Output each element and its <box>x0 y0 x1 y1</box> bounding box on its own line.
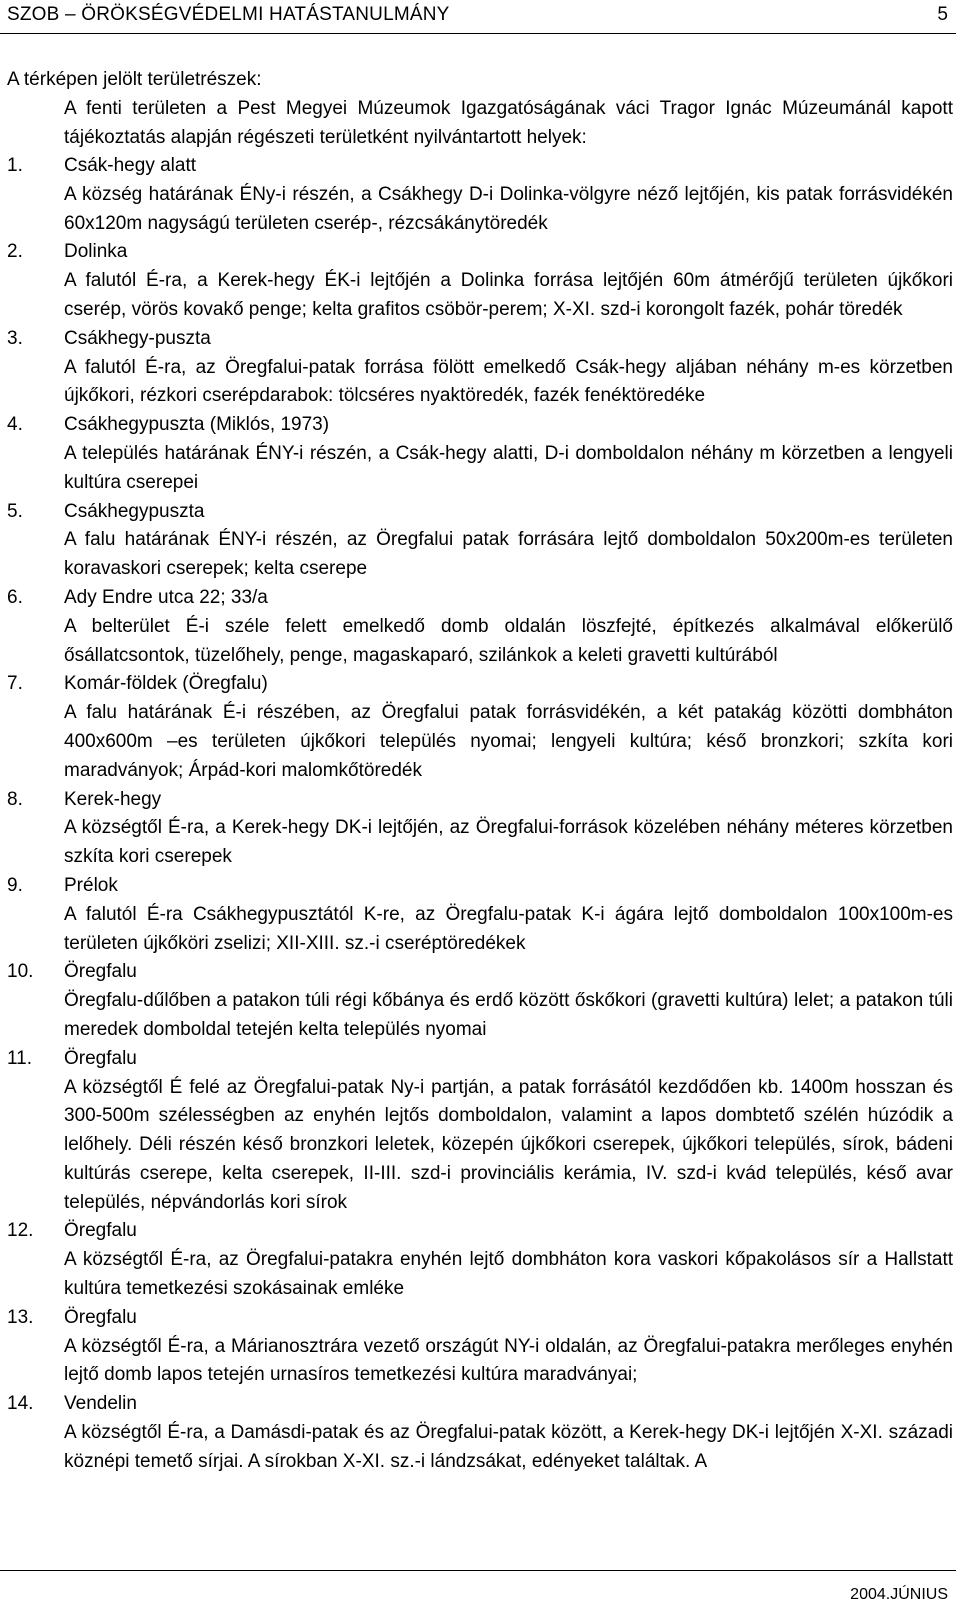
footer-date: 2004.JÚNIUS <box>850 1586 948 1603</box>
entry-title: Ady Endre utca 22; 33/a <box>64 586 268 608</box>
entry-number: 2. <box>7 241 23 263</box>
intro-heading: A térképen jelölt területrészek: <box>7 69 262 90</box>
list-item <box>7 411 953 497</box>
page-header <box>0 0 956 34</box>
list-item <box>7 872 953 958</box>
entry-number: 7. <box>7 673 23 695</box>
list-item <box>7 498 953 584</box>
entry-number: 8. <box>7 788 23 810</box>
entry-title: Vendelin <box>64 1393 137 1415</box>
entry-number: 12. <box>7 1220 34 1242</box>
list-item <box>7 152 953 238</box>
entry-description: A községtől É-ra, a Márianosztrára vezető országút NY-i oldalán, az Öregfalui-patakra merőleges enyhén lejtő domb lapos tetején urnasíros temetkezési kultúra maradványai; <box>64 1335 953 1386</box>
entry-description: A községtől É-ra, a Kerek-hegy DK-i lejtőjén, az Öregfalui-források közelében néhány méteres körzetben szkíta kori cserepek <box>64 817 953 868</box>
entry-description: A falu határának ÉNY-i részén, az Öregfalui patak forrására lejtő domboldalon 50x200m-es területen koravaskori cserepek; kelta cserepe <box>64 529 953 580</box>
entry-title: Dolinka <box>64 241 128 263</box>
list-item <box>7 670 953 785</box>
entry-title: Öregfalu <box>64 1047 137 1069</box>
entry-number: 6. <box>7 586 23 608</box>
entry-description: A falutól É-ra Csákhegypusztától K-re, az Öregfalu-patak K-i ágára lejtő domboldalon 100x100m-es területen újkőköri zselizi; XII-XIII. sz.-i cseréptöredékek <box>64 903 953 954</box>
list-item <box>7 958 953 1044</box>
entry-number: 10. <box>7 961 34 983</box>
entry-description: A községtől É-ra, a Damásdi-patak és az Öregfalui-patak között, a Kerek-hegy DK-i lejtőjén X-XI. századi köznépi temető sírjai. A sírokban X-XI. sz.-i lándzsákat, edényeket találtak. A <box>64 1422 953 1472</box>
entry-description: A községtől É felé az Öregfalui-patak Ny-i partján, a patak forrásától kezdődően kb. 1400m hosszan és 300-500m szélességben az enyhén lejtős domboldalon, valamint a lapos dombtető szélén húzódik a lelőhely. Déli részén késő bronzkori leletek, közepén újkőkori cserepek, újkőkori település, sírok, bádeni kultúrás cserepe, kelta cserepek, II-III. szd-i provinciális kerámia, IV. szd-i kvád település, késő avar település, népvándorlás kori sírok <box>64 1076 953 1213</box>
entry-title: Csák-hegy alatt <box>64 155 197 176</box>
list-item <box>7 1304 953 1390</box>
entry-title: Öregfalu <box>64 1306 137 1328</box>
list-item <box>7 325 953 411</box>
entry-description: A községtől É-ra, az Öregfalui-patakra enyhén lejtő dombháton kora vaskori kőpakolásos sír a Hallstatt kultúra temetkezési szokásainak emléke <box>64 1249 953 1300</box>
list-item <box>7 584 953 670</box>
entry-title: Kerek-hegy <box>64 788 162 810</box>
entry-description: A belterület É-i széle felett emelkedő domb oldalán löszfejté, építkezés alkalmával előkerülő ősállatcsontok, tüzelőhely, penge, magaskaparó, szilánkok a keleti gravetti kultúrából <box>64 615 953 666</box>
entry-number: 9. <box>7 874 23 896</box>
list-item <box>7 238 953 324</box>
entry-number: 1. <box>7 155 23 176</box>
entry-title: Csákhegy-puszta <box>64 327 211 349</box>
entry-title: Csákhegypuszta <box>64 500 205 522</box>
entry-description: A falutól É-ra, az Öregfalui-patak forrása fölött emelkedő Csák-hegy aljában néhány m-es körzetben újkőkori, rézkori cserépdarabok: tölcséres nyaktöredék, fazék fenéktöredéke <box>64 356 953 407</box>
entry-number: 4. <box>7 414 23 436</box>
entry-number: 14. <box>7 1393 34 1415</box>
entry-description: A település határának ÉNY-i részén, a Csák-hegy alatti, D-i domboldalon néhány m körzetben a lengyeli kultúra cserepei <box>64 442 953 493</box>
intro-text: A fenti területen a Pest Megyei Múzeumok Igazgatóságának váci Tragor Ignác Múzeumánál kapott tájékoztatás alapján régészeti területként nyilvántartott helyek: <box>64 97 953 148</box>
entry-description: A község határának ÉNy-i részén, a Csákhegy D-i Dolinka-völgyre néző lejtőjén, kis patak forrásvidékén 60x120m nagyságú területen cserép-, rézcsákánytöredék <box>64 183 953 234</box>
entry-number: 13. <box>7 1306 34 1328</box>
page-number: 5 <box>937 4 948 25</box>
list-item <box>7 1217 953 1303</box>
entry-title: Öregfalu <box>64 1220 137 1242</box>
entry-title: Öregfalu <box>64 961 137 983</box>
entry-title: Csákhegypuszta (Miklós, 1973) <box>64 414 330 436</box>
intro-section <box>7 66 953 152</box>
entry-description: A falutól É-ra, a Kerek-hegy ÉK-i lejtőjén a Dolinka forrása lejtőjén 60m átmérőjű területen újkőkori cserép, vörös kovakő penge; kelta grafitos csöbör-perem; X-XI. szd-i korongolt fazék, pohár töredék <box>64 270 953 320</box>
page-footer <box>0 1570 956 1611</box>
entry-description: A falu határának É-i részében, az Öregfalui patak forrásvidékén, a két patakág közötti dombháton 400x600m –es területen újkőkori település nyomai; lengyeli kultúra; késő bronzkori; szkíta kori maradványok; Árpád-kori malomkőtöredék <box>64 702 953 781</box>
entry-number: 5. <box>7 500 23 522</box>
list-item <box>7 1045 953 1218</box>
entry-description: Öregfalu-dűlőben a patakon túli régi kőbánya és erdő között őskőkori (gravetti kultúra) lelet; a patakon túli meredek domboldal tetején kelta település nyomai <box>64 990 953 1040</box>
site-list <box>7 152 953 1477</box>
list-item <box>7 786 953 872</box>
entry-title: Prélok <box>64 874 118 896</box>
list-item <box>7 1390 953 1476</box>
document-title: SZOB – ÖRÖKSÉGVÉDELMI HATÁSTANULMÁNY <box>7 4 450 25</box>
entry-number: 11. <box>7 1047 33 1069</box>
entry-number: 3. <box>7 327 23 349</box>
entry-title: Komár-földek (Öregfalu) <box>64 673 268 695</box>
